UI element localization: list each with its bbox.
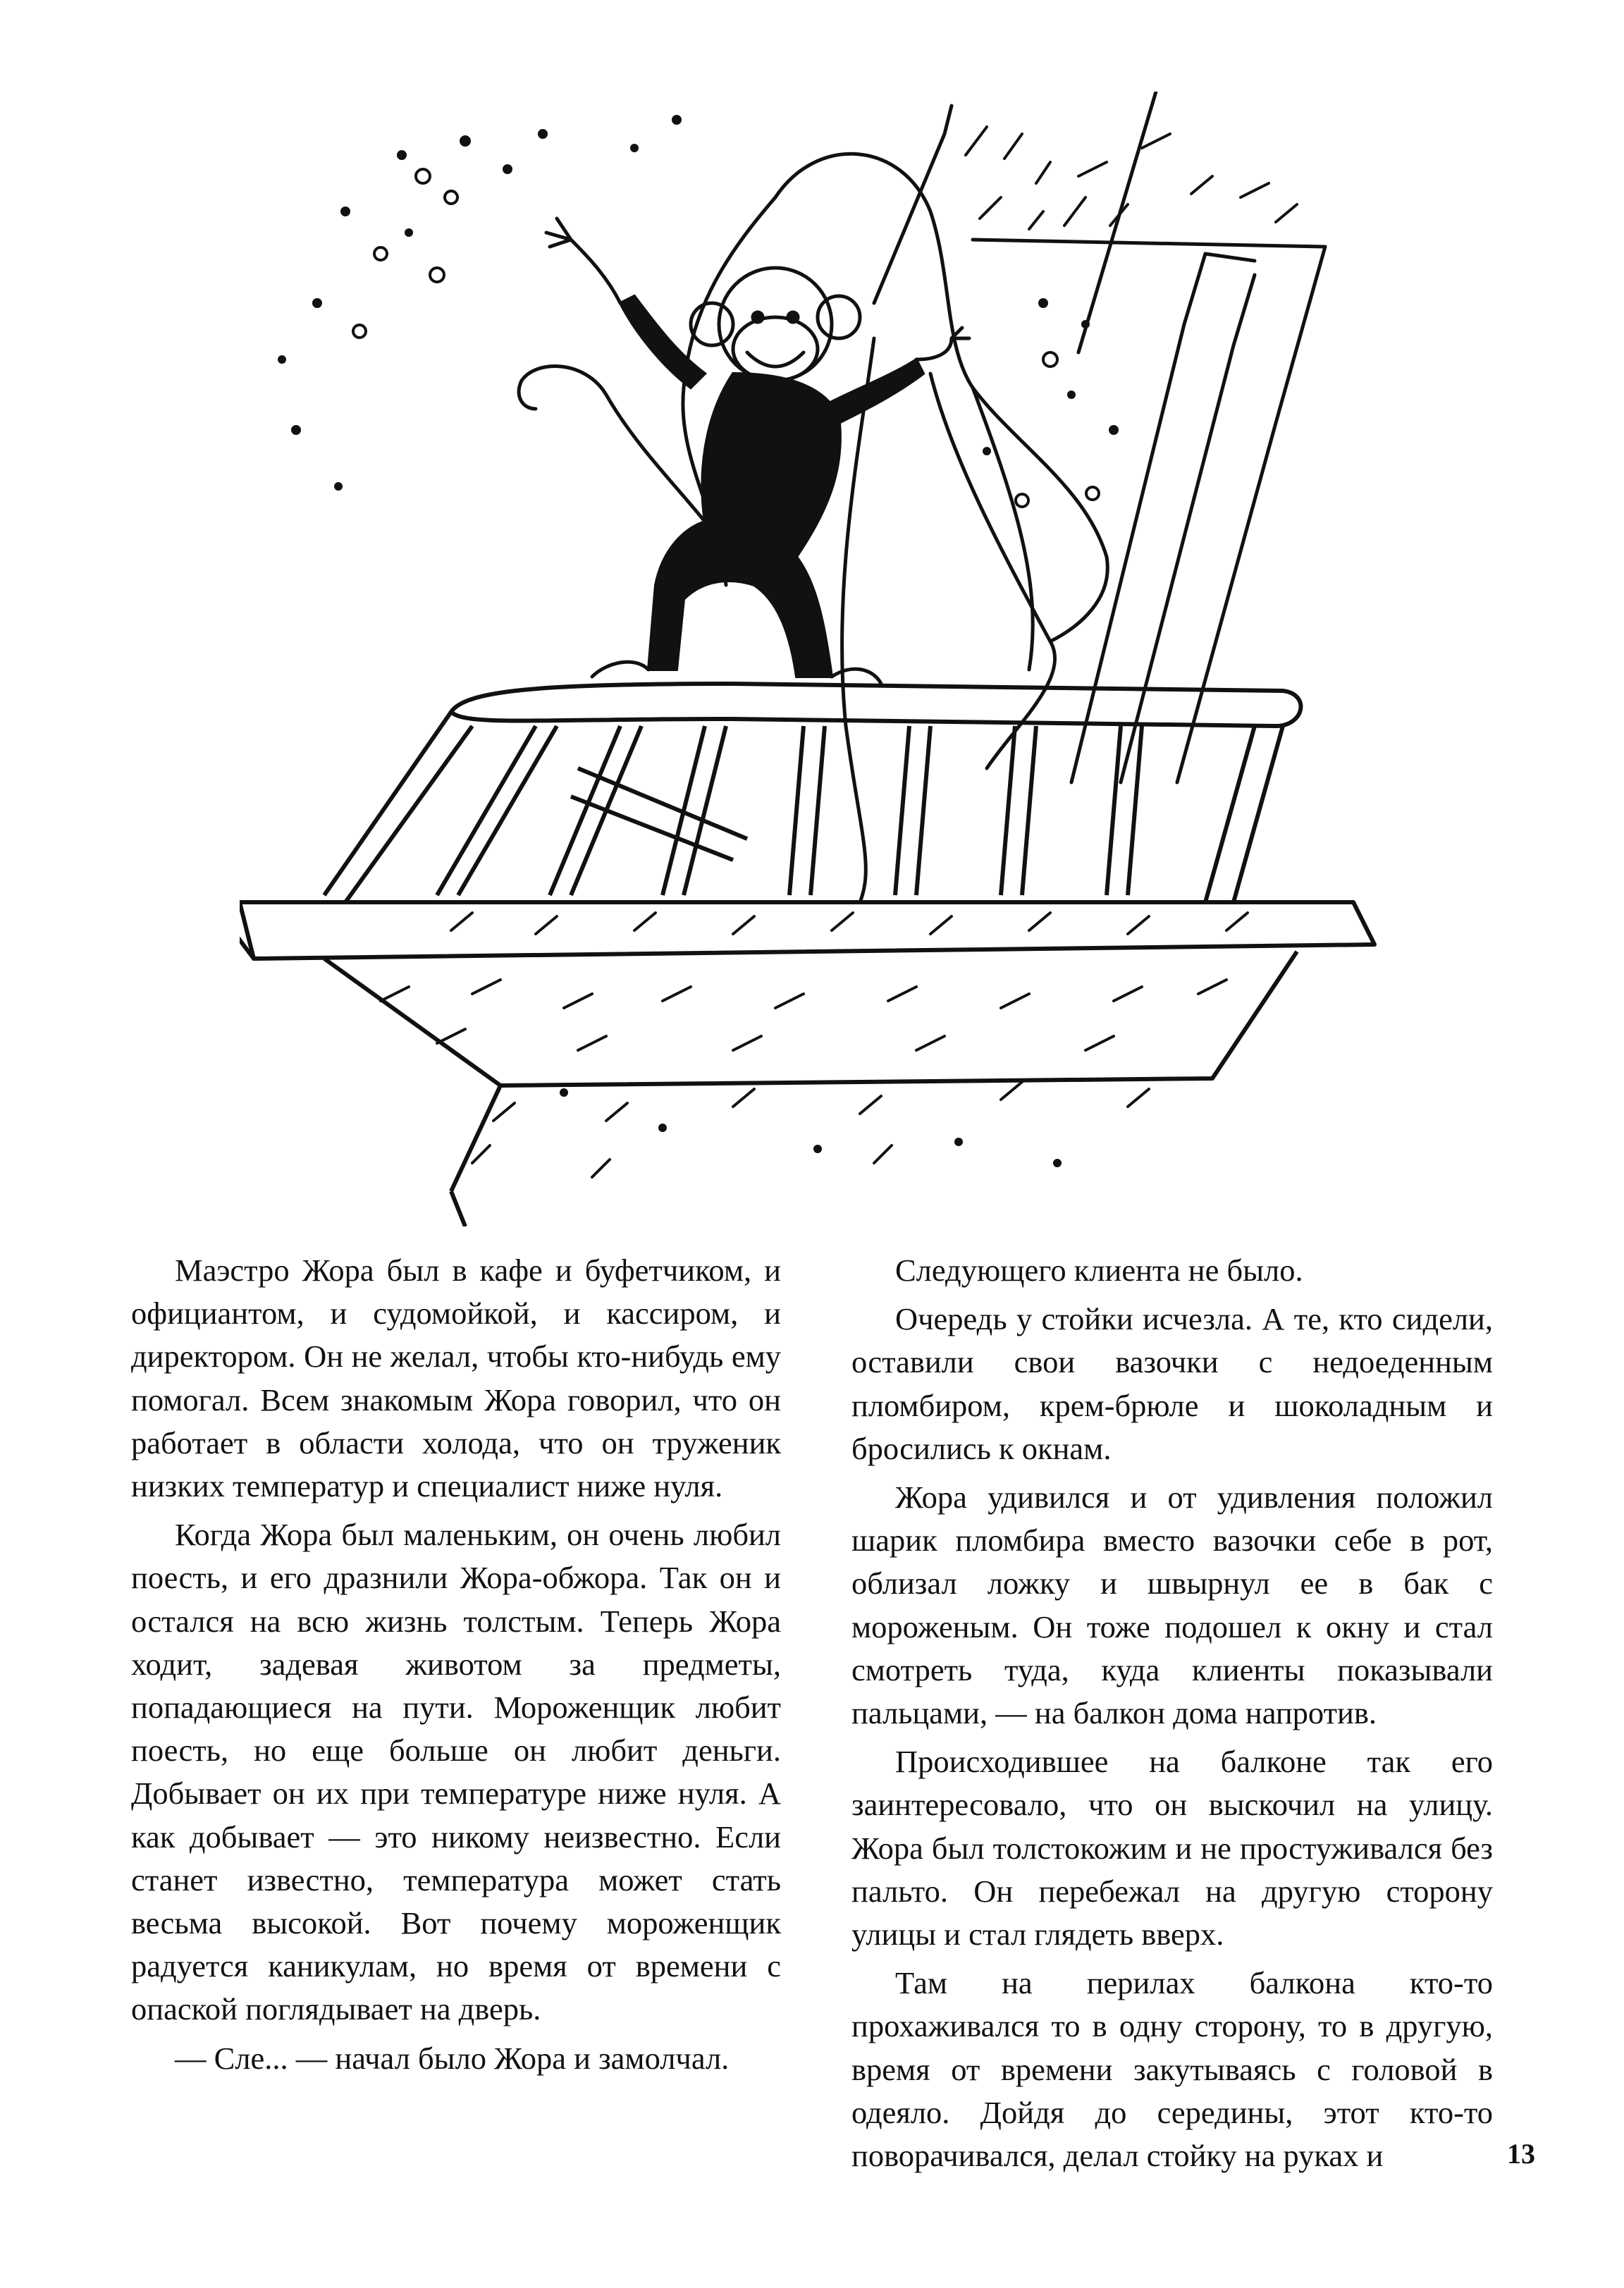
paragraph: Когда Жора был маленьким, он очень любил поесть, и его дразнили Жора-обжора. Так он и остался на всю жизнь толстым. Теперь Жора ходит, задевая животом за предметы, попадающиеся на пути. Мороженщик любит поесть, но еще больше он любит деньги. Добывает он их при температуре ниже нуля. А как добывает — это никому неизвестно. Если станет известно, температура может стать весьма высокой. Вот почему мороженщик радуется каникулам, но время от времени с опаской поглядывает на дверь. (131, 1517, 781, 2027)
paragraph: Маэстро Жора был в кафе и буфетчиком, и официантом, и судомойкой, и кассиром, и директором. Он не желал, чтобы кто-нибудь ему помогал. Всем знакомым Жора говорил, что он работает в области холода, что он труженик низких температур и специалист ниже нуля. (131, 1253, 781, 1504)
text-column-left (131, 1249, 781, 2080)
paragraph: Следующего клиента не было. (895, 1253, 1303, 1288)
paragraph: — Сле... — начал было Жора и замолчал. (175, 2040, 730, 2076)
paragraph: Там на перилах балкона кто-то прохаживался то в одну сторону, то в другую, время от времени закутываясь с головой в одеяло. Дойдя до середины, этот кто-то поворачивался, делал стойку на руках и (851, 1965, 1493, 2174)
page-number: 13 (1507, 2138, 1535, 2170)
paragraph: Очередь у стойки исчезла. А те, кто сидели, оставили свои вазочки с недоеденным пломбиром, крем-брюле и шоколадным и бросились к окнам. (851, 1301, 1493, 1466)
paragraph: Жора удивился и от удивления положил шарик пломбира вместо вазочки себе в рот, облизал ложку и швырнул ее в бак с мороженым. Он тоже подошел к окну и стал смотреть туда, куда клиенты показывали пальцами, — на балкон дома напротив. (851, 1480, 1493, 1731)
text-column-right (851, 1249, 1493, 2177)
paragraph: Происходившее на балконе так его заинтересовало, что он выскочил на улицу. Жора был толстокожим и не простуживался без пальто. Он перебежал на другую сторону улицы и стал глядеть вверх. (851, 1744, 1493, 1952)
monkey-on-balcony-illustration (240, 92, 1565, 1226)
